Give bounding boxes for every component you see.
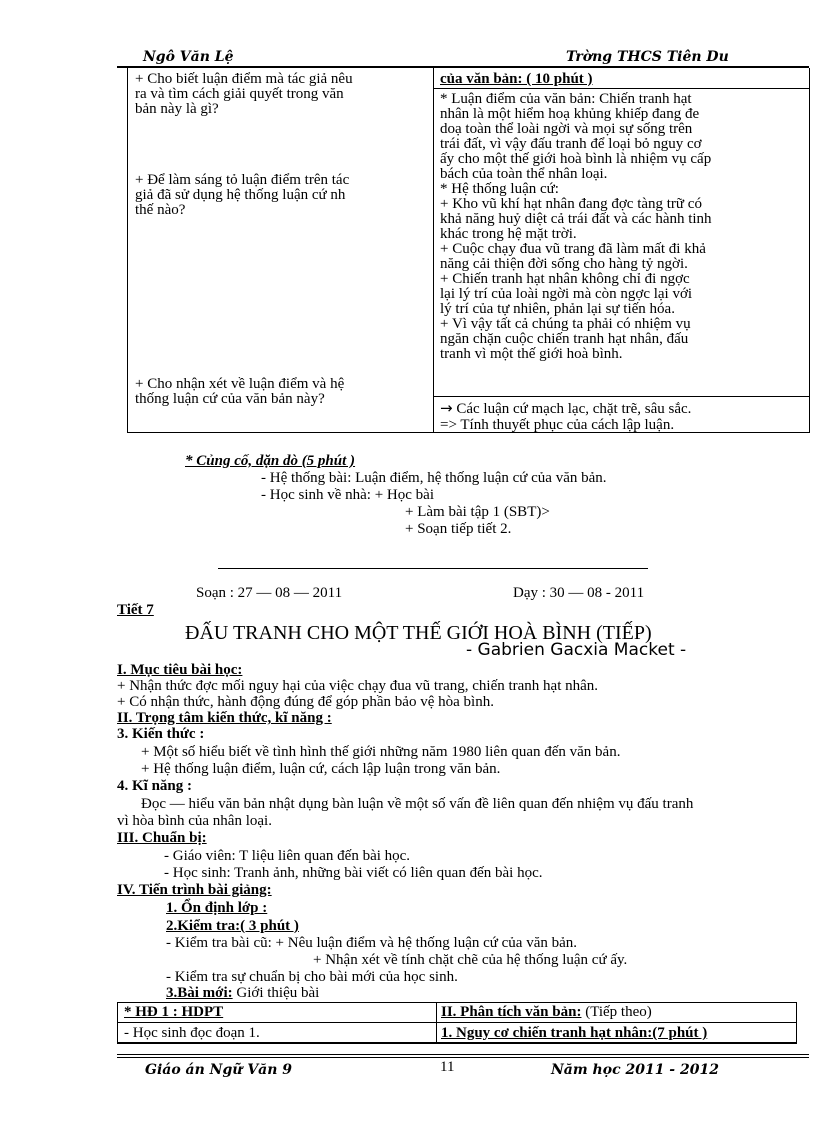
section1-heading-text: I. Mục tiêu bài học: — [117, 662, 243, 678]
question-line: thống luận cứ của văn bản này? — [135, 391, 325, 407]
consolidation-line4: + Soạn tiếp tiết 2. — [405, 521, 512, 537]
answer-line: ngăn chặn cuộc chiến tranh hạt nhân, đấu — [440, 331, 689, 347]
table2-border-left — [117, 1002, 118, 1043]
footer-rule-2 — [117, 1057, 809, 1058]
section2-heading: II. Trọng tâm kiến thức, kĩ năng : — [117, 710, 332, 726]
section4-step2: 2.Kiểm tra:( 3 phút ) — [166, 918, 299, 934]
footer-left: Giáo án Ngữ Văn 9 — [145, 1062, 293, 1078]
table1-border-left — [127, 68, 128, 432]
date-soan: Soạn : 27 — 08 — 2011 — [196, 585, 343, 601]
section4-step2-a: - Kiểm tra bài cũ: + Nêu luận điểm và hệ thống luận cứ của văn bản. — [166, 935, 578, 951]
table2-border-top — [117, 1002, 797, 1003]
table1-right-rule — [434, 88, 809, 89]
table2-right-head-rest: (Tiếp theo) — [581, 1004, 652, 1020]
table2-border-divider — [436, 1002, 437, 1043]
consolidation-line2: - Học sinh về nhà: + Học bài — [261, 487, 434, 503]
answer-line: năng cải thiện đời sống cho hàng tỷ ngời. — [440, 256, 688, 272]
page-number: 11 — [440, 1059, 455, 1075]
table1-arrow-line — [440, 401, 691, 417]
table1-right-heading: của văn bản: ( 10 phút ) — [440, 71, 593, 87]
table1-border-mid — [433, 68, 434, 432]
question-line: + Để làm sáng tỏ luận điểm trên tác — [135, 172, 350, 188]
consolidation-line1: - Hệ thống bài: Luận điểm, hệ thống luận cứ của văn bản. — [261, 470, 607, 486]
section4-step3-label: 3.Bài mới: — [166, 985, 233, 1001]
answer-line: doạ toàn thể loài ngời và mọi sự sống trên — [440, 121, 693, 137]
section3-line1: - Giáo viên: T liệu liên quan đến bài học. — [164, 848, 411, 864]
section2-knowledge-b: + Hệ thống luận điểm, luận cứ, cách lập luận trong văn bản. — [141, 761, 501, 777]
answer-line: lại lý trí của loài ngời mà còn ngợc lại với — [440, 286, 693, 302]
date-day: Dạy : 30 — 08 - 2011 — [513, 585, 645, 601]
section4-step2-c: - Kiểm tra sự chuẩn bị cho bài mới của học sinh. — [166, 969, 458, 985]
table2-right-head-label: II. Phân tích văn bản: — [441, 1004, 582, 1020]
table2-right-head — [441, 1005, 652, 1020]
section4-heading: IV. Tiến trình bài giảng: — [117, 882, 272, 898]
lesson-title: ĐẤU TRANH CHO MỘT THẾ GIỚI HOÀ BÌNH (TIẾP) — [185, 622, 652, 644]
section2-knowledge: 3. Kiến thức : — [117, 726, 205, 742]
answer-line: tranh vì một thế giới hoà bình. — [440, 346, 623, 362]
lesson-author: - Gabrien Gacxia Macket - — [466, 640, 687, 660]
question-line: + Cho nhận xét về luận điểm và hệ — [135, 376, 345, 392]
table2-border-bottom — [117, 1042, 797, 1044]
section1-line1: + Nhận thức đợc mối nguy hại của việc chạy đua vũ trang, chiến tranh hạt nhân. — [117, 678, 599, 694]
table1-left-q1 — [135, 72, 353, 117]
right-arrow-icon: → — [440, 399, 453, 417]
section2-skills: 4. Kĩ năng : — [117, 778, 193, 794]
answer-line: lý trí của tự nhiên, phản lại sự tiến hóa. — [440, 301, 675, 317]
question-line: + Cho biết luận điểm mà tác giả nêu — [135, 71, 353, 87]
section1-line2: + Có nhận thức, hành động đúng để góp phần bảo vệ hòa bình. — [117, 694, 494, 710]
section3-heading: III. Chuẩn bị: — [117, 830, 207, 846]
question-line: bản này là gì? — [135, 101, 219, 117]
section2-skills-b: vì hòa bình của nhân loại. — [117, 813, 272, 829]
consolidation-heading: * Củng cố, dặn dò (5 phút ) — [185, 453, 356, 469]
consolidation-line3: + Làm bài tập 1 (SBT)> — [405, 504, 550, 520]
header-author: Ngô Văn Lệ — [143, 49, 234, 65]
answer-line: + Cuộc chạy đua vũ trang đã làm mất đi khả — [440, 241, 706, 257]
footer-right: Năm học 2011 - 2012 — [551, 1062, 719, 1078]
answer-line: khả năng huỷ diệt cả trái đất và các hành tinh — [440, 211, 712, 227]
answer-line: * Hệ thống luận cứ: — [440, 181, 559, 197]
section4-step1: 1. Ổn định lớp : — [166, 900, 268, 916]
header-rule — [117, 66, 809, 68]
question-line: thế nào? — [135, 202, 186, 218]
section4-step3 — [166, 986, 319, 1001]
section2-skills-a: Đọc — hiểu văn bản nhật dụng bàn luận về một số vấn đề liên quan đến nhiệm vụ đấu tranh — [141, 796, 694, 812]
answer-line: nhân là một hiểm hoạ khủng khiếp đang đe — [440, 106, 700, 122]
section4-step3-text: Giới thiệu bài — [232, 985, 320, 1001]
question-line: giả đã sử dụng hệ thống luận cứ nh — [135, 187, 346, 203]
table1-right-rule2 — [434, 396, 809, 397]
section2-knowledge-a: + Một số hiểu biết về tình hình thế giới những năm 1980 liên quan đến văn bản. — [141, 744, 621, 760]
answer-line: + Chiến tranh hạt nhân không chỉ đi ngợc — [440, 271, 690, 287]
question-line: ra và tìm cách giải quyết trong văn — [135, 86, 344, 102]
answer-line: trái đất, vì vậy đấu tranh để loại bỏ nguy cơ — [440, 136, 702, 152]
section3-line2: - Học sinh: Tranh ảnh, những bài viết có liên quan đến bài học. — [164, 865, 543, 881]
section-divider — [218, 568, 648, 569]
answer-line: + Vì vậy tất cả chúng ta phải có nhiệm vụ — [440, 316, 691, 332]
lesson-number: Tiết 7 — [117, 602, 154, 618]
section4-step2-b: + Nhận xét về tính chặt chẽ của hệ thống luận cứ ấy. — [313, 952, 628, 968]
header-school: Trờng THCS Tiên Du — [566, 49, 729, 65]
answer-line: ấy cho một thế giới hoà bình là nhiệm vụ cấp — [440, 151, 712, 167]
table2-left-head: * HĐ 1 : HDPT — [124, 1004, 224, 1020]
answer-line: + Kho vũ khí hạt nhân đang đợc tàng trữ có — [440, 196, 702, 212]
footer-rule — [117, 1054, 809, 1055]
table1-final-line: => Tính thuyết phục của cách lập luận. — [440, 417, 675, 433]
arrow-line-text: Các luận cứ mạch lạc, chặt trẽ, sâu sắc. — [456, 401, 692, 417]
table2-left-row: - Học sinh đọc đoạn 1. — [124, 1025, 260, 1041]
table2-border-mid — [117, 1022, 797, 1023]
table1-border-right — [809, 68, 810, 432]
table1-left-q2 — [135, 173, 349, 218]
table2-right-row: 1. Nguy cơ chiến tranh hạt nhân:(7 phút ) — [441, 1025, 708, 1041]
section1-heading — [117, 663, 242, 678]
table1-left-q3 — [135, 377, 344, 407]
answer-line: khác trong hệ mặt trời. — [440, 226, 577, 242]
table2-border-right — [796, 1002, 797, 1043]
table1-right-body — [440, 92, 712, 362]
answer-line: * Luận điểm của văn bản: Chiến tranh hạt — [440, 91, 692, 107]
answer-line: bách của toàn thể nhân loại. — [440, 166, 608, 182]
